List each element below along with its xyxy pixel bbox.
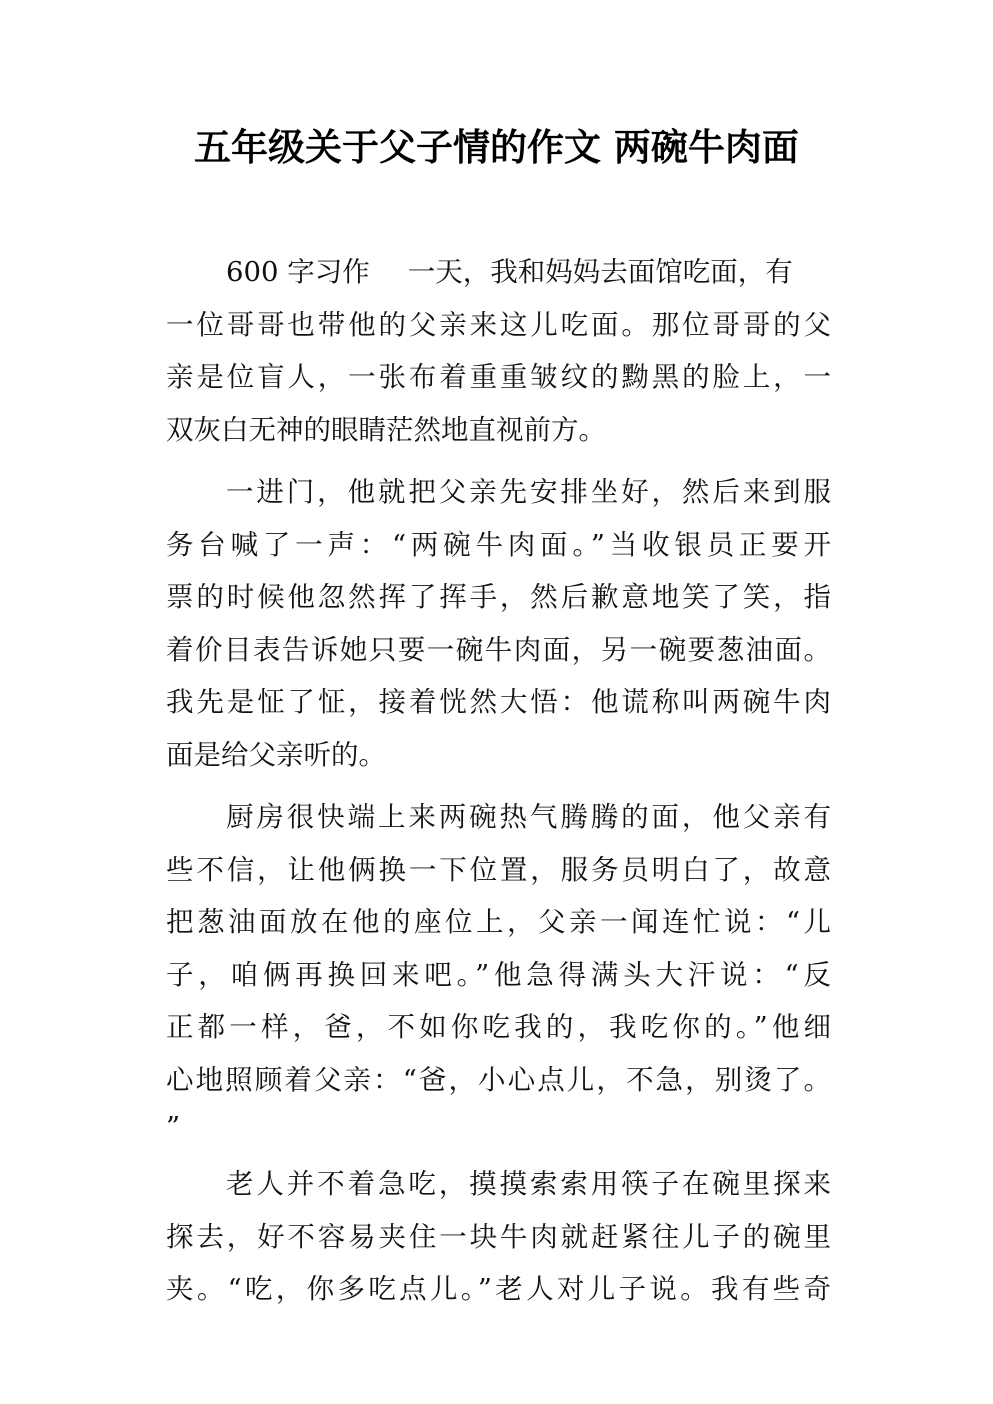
paragraph-line: 探去，好不容易夹住一块牛肉就赶紧往儿子的碗里	[166, 1220, 831, 1253]
paragraph-line: 厨房很快端上来两碗热气腾腾的面，他父亲有	[226, 801, 831, 833]
paragraph-line: 把葱油面放在他的座位上，父亲一闻连忙说：“儿	[166, 906, 831, 938]
paragraph-line: 些不信，让他俩换一下位置，服务员明白了，故意	[166, 853, 831, 886]
paragraph	[166, 466, 831, 781]
paragraph-line: 心地照顾着父亲：“爸，小心点儿，不急，别烫了。	[166, 1063, 831, 1096]
paragraph	[166, 1158, 831, 1316]
document-title: 五年级关于父子情的作文 两碗牛肉面	[194, 126, 799, 169]
paragraph-line: 双灰白无神的眼睛茫然地直视前方。	[166, 413, 606, 446]
line-text: 一天，我和妈妈去面馆吃面，有	[407, 256, 793, 288]
paragraph-line: ”	[166, 1111, 181, 1143]
paragraph-line: 务台喊了一声：“两碗牛肉面。”当收银员正要开	[166, 528, 831, 561]
paragraph-line: 面是给父亲听的。	[166, 738, 386, 771]
paragraph-line: 一位哥哥也带他的父亲来这儿吃面。那位哥哥的父	[166, 308, 831, 341]
paragraph-line: 子，咱俩再换回来吧。”他急得满头大汗说：“反	[166, 958, 831, 991]
paragraph-line: 我先是怔了怔，接着恍然大悟：他谎称叫两碗牛肉	[166, 686, 831, 718]
paragraph-line: 正都一样，爸，不如你吃我的，我吃你的。”他细	[166, 1011, 831, 1043]
paragraph	[166, 791, 831, 1148]
paragraph-line: 着价目表告诉她只要一碗牛肉面，另一碗要葱油面。	[166, 633, 831, 666]
paragraph-line: 票的时候他忽然挥了挥手，然后歉意地笑了笑，指	[166, 581, 831, 613]
paragraph-line: 一进门，他就把父亲先安排坐好，然后来到服	[226, 476, 831, 508]
paragraph-line: 亲是位盲人，一张布着重重皱纹的黝黑的脸上，一	[166, 361, 831, 393]
word-count-label: 600 字习作	[226, 256, 370, 288]
paragraph	[166, 246, 831, 456]
document-body	[166, 246, 831, 1316]
paragraph-line: 夹。“吃，你多吃点儿。”老人对儿子说。我有些奇	[166, 1273, 831, 1305]
paragraph-line	[166, 246, 831, 299]
paragraph-line: 老人并不着急吃，摸摸索索用筷子在碗里探来	[226, 1168, 831, 1200]
